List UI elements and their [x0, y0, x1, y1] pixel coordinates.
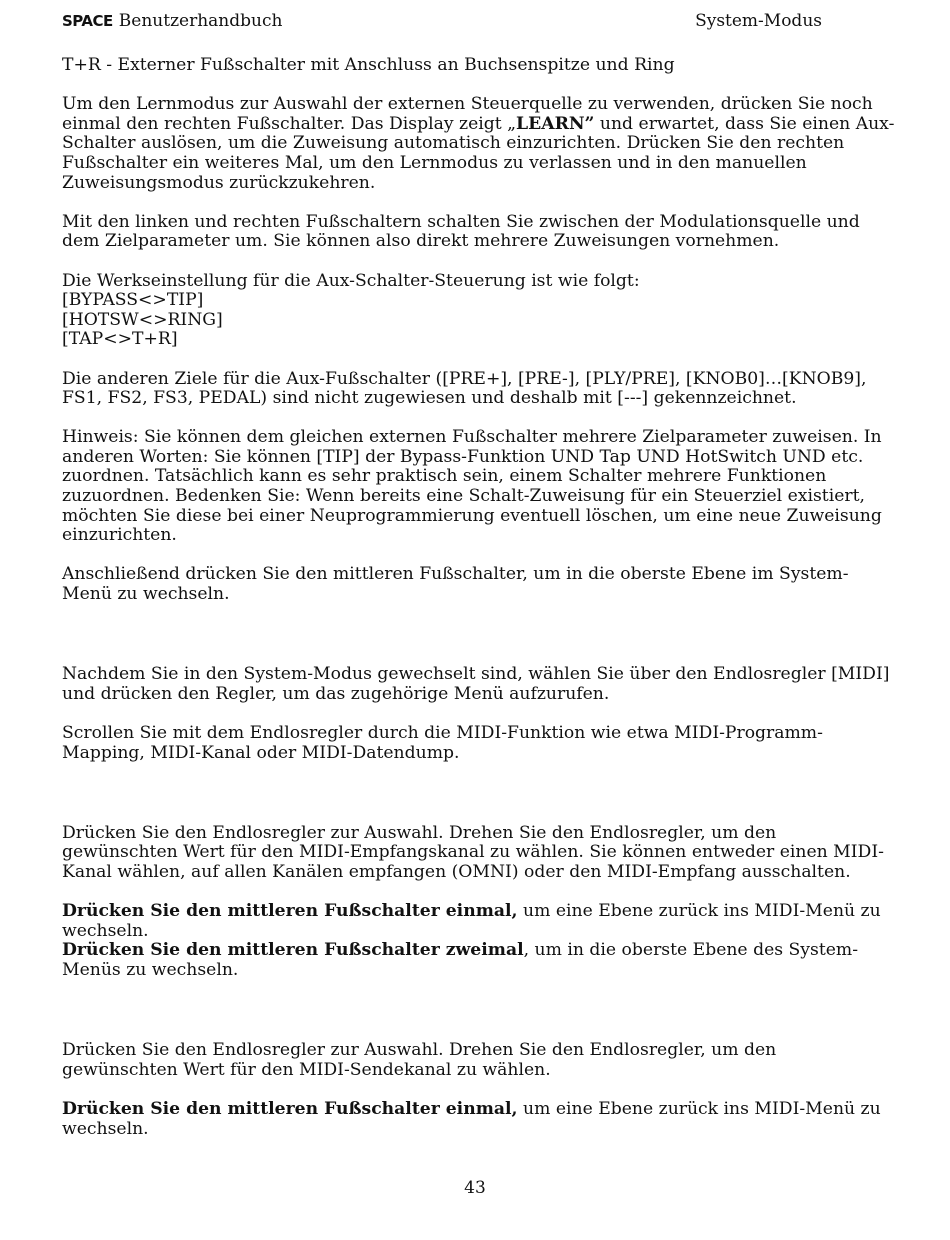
paragraph: Anschließend drücken Sie den mittleren Fußschalter, um in die oberste Ebene im System-Menü zu wechseln. [62, 564, 849, 605]
text-span: um eine Ebene zurück ins MIDI-Menü zu wechseln. [62, 901, 881, 941]
paragraph: T+R - Externer Fußschalter mit Anschluss an Buchsenspitze und Ring [62, 55, 675, 75]
page-body [62, 56, 897, 1159]
brand-logo: SPACE [62, 12, 113, 30]
paragraph [62, 95, 897, 193]
default-assignment: [HOTSW<>RING] [62, 309, 223, 330]
paragraph: Die anderen Ziele für die Aux-Fußschalter ([PRE+], [PRE-], [PLY/PRE], [KNOB0]…[KNOB9], FS1, FS2, FS3, PEDAL) sind nicht zugewiesen und deshalb mit [---] gekennzeichnet. [62, 368, 867, 409]
spacer [62, 1000, 897, 1041]
section-title: System-Modus [695, 11, 822, 31]
bold-instruction: Drücken Sie den mittleren Fußschalter einmal, [62, 901, 518, 922]
note-paragraph: Hinweis: Sie können dem gleichen externen Fußschalter mehrere Zielparameter zuweisen. In anderen Worten: Sie können [TIP] der Bypass-Funktion UND Tap UND HotSwitch UND etc. zuordnen. Tatsächlich kann es sehr praktisch sein, einem Schalter mehrere Funktionen zuzuordnen. Bedenken Sie: Wenn bereits eine Schalt-Zuweisung für ein Steuerziel existiert, möchten Sie diese bei einer Neuprogrammierung eventuell löschen, um eine neue Zuweisung einzurichten. [62, 427, 882, 546]
text-span: um eine Ebene zurück ins MIDI-Menü zu wechseln. [62, 1098, 881, 1139]
default-assignment: [TAP<>T+R] [62, 329, 178, 350]
page-header [62, 10, 822, 34]
spacer [62, 624, 897, 665]
text-span: , um in die oberste Ebene des System-Menüs zu wechseln. [62, 940, 859, 980]
paragraph: Die Werkseinstellung für die Aux-Schalter-Steuerung ist wie folgt: [62, 270, 640, 291]
text-span: und erwartet, dass Sie einen Aux-Schalter auslösen, um die Zuweisung automatisch einzurichten. Drücken Sie den rechten Fußschalter ein weiteres Mal, um den Lernmodus zu verlassen und in den manuellen Zuweisungsmodus zurückzukehren. [62, 113, 895, 193]
display-text-learn: LEARN” [516, 113, 595, 134]
bold-instruction: Drücken Sie den mittleren Fußschalter einmal, [62, 1098, 518, 1119]
paragraph: Scrollen Sie mit dem Endlosregler durch die MIDI-Funktion wie etwa MIDI-Programm-Mapping, MIDI-Kanal oder MIDI-Datendump. [62, 723, 823, 763]
paragraph [62, 941, 897, 980]
bold-instruction: Drücken Sie den mittleren Fußschalter zweimal [62, 940, 524, 961]
paragraph: Drücken Sie den Endlosregler zur Auswahl. Drehen Sie den Endlosregler, um den gewünschten Wert für den MIDI-Empfangskanal zu wählen. Sie können entweder einen MIDI-Kanal wählen, auf allen Kanälen empfangen (OMNI) oder den MIDI-Empfang ausschalten. [62, 822, 884, 882]
paragraph [62, 902, 897, 941]
page-number: 43 [464, 1178, 486, 1198]
text-span: Um den Lernmodus zur Auswahl der externen Steuerquelle zu verwenden, drücken Sie noch einmal den rechten Fußschalter. Das Display zeigt „ [62, 94, 873, 134]
paragraph: Nachdem Sie in den System-Modus gewechselt sind, wählen Sie über den Endlosregler [MIDI] und drücken den Regler, um das zugehörige Menü aufzurufen. [62, 664, 890, 704]
manual-title: Benutzerhandbuch [118, 11, 283, 31]
paragraph: Mit den linken und rechten Fußschaltern schalten Sie zwischen der Modulationsquelle und dem Zielparameter um. Sie können also direkt mehrere Zuweisungen vornehmen. [62, 211, 860, 252]
spacer [62, 783, 897, 824]
paragraph [62, 1100, 897, 1139]
default-assignment: [BYPASS<>TIP] [62, 290, 204, 311]
paragraph: Drücken Sie den Endlosregler zur Auswahl. Drehen Sie den Endlosregler, um den gewünschten Wert für den MIDI-Sendekanal zu wählen. [62, 1040, 777, 1080]
